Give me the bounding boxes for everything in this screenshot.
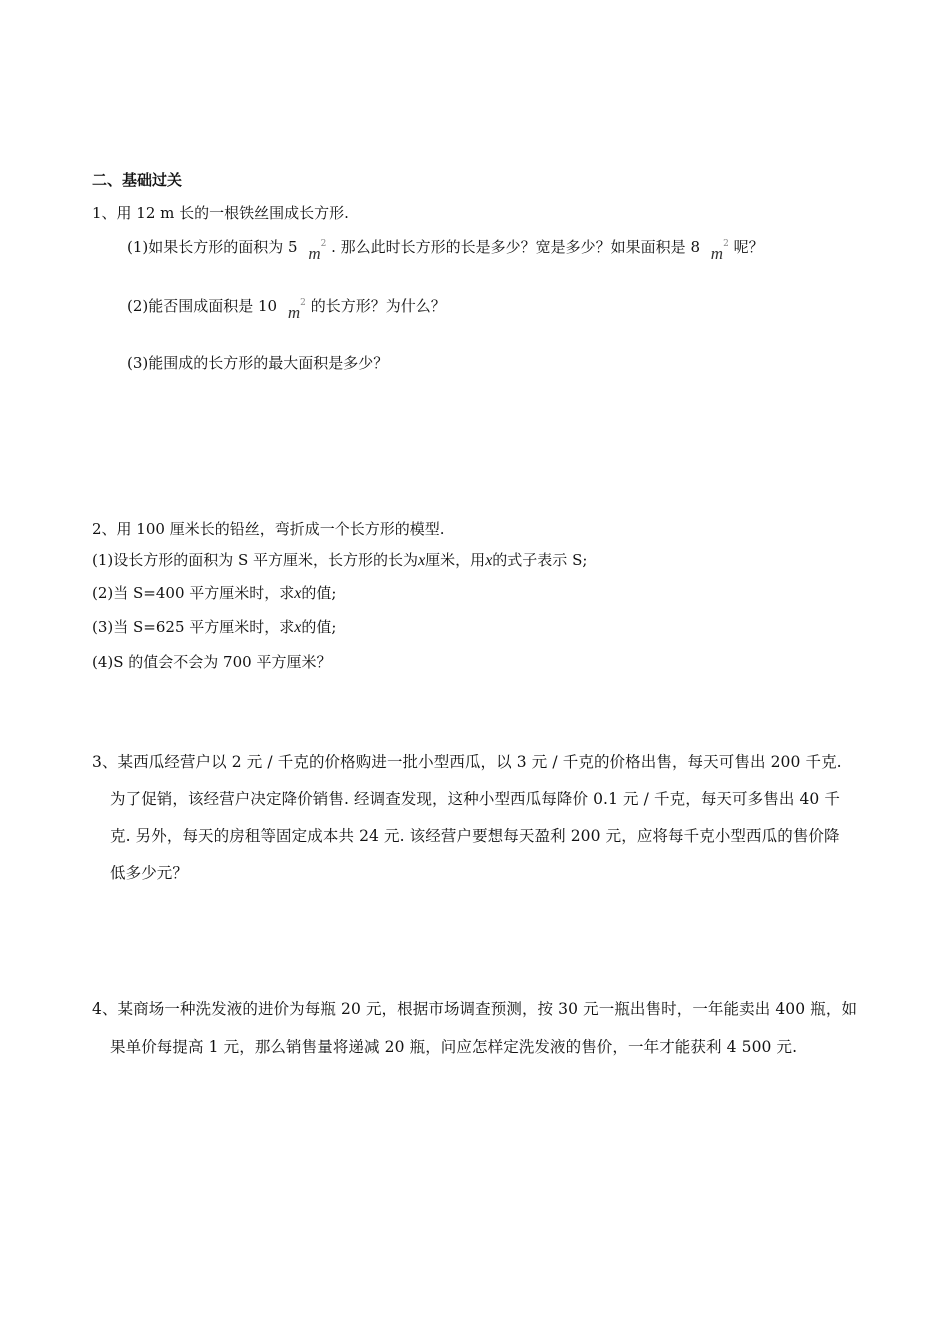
q1-part1-text-b: . 那么此时长方形的长是多少？宽是多少？如果面积是 8 <box>331 238 700 256</box>
q3-line-1: 3、某西瓜经营户以 2 元 / 千克的价格购进一批小型西瓜，以 3 元 / 千克的价格出售，每天可售出 200 千克. <box>92 753 842 771</box>
q2-part1-text-b: 厘米，用 <box>425 551 486 569</box>
unit-m-symbol: m <box>308 244 321 263</box>
q2-stem: 2、用 100 厘米长的铅丝，弯折成一个长方形的模型. <box>92 520 445 538</box>
q1-part2-text-a: (2)能否围成面积是 10 <box>127 297 278 315</box>
q4-line-2: 果单价每提高 1 元，那么销售量将递减 20 瓶，问应怎样定洗发液的售价，一年才能获利 4 500 元. <box>110 1038 798 1056</box>
q1-part1-text-c: 呢？ <box>733 238 764 256</box>
unit-m-symbol: m <box>710 244 724 263</box>
unit-m-symbol: m <box>287 303 301 322</box>
q3-line-4: 低多少元？ <box>110 864 189 882</box>
q2-part1-text-a: (1)设长方形的面积为 S 平方厘米，长方形的长为 <box>92 551 419 569</box>
q2-part2-text-a: (2)当 S=400 平方厘米时，求 <box>92 584 295 602</box>
q2-part1-text-c: 的式子表示 S; <box>492 551 588 569</box>
q1-part3: (3)能围成的长方形的最大面积是多少？ <box>127 354 389 372</box>
q4-line-1: 4、某商场一种洗发液的进价为每瓶 20 元，根据市场调查预测，按 30 元一瓶出售时，一年能卖出 400 瓶，如 <box>92 1000 858 1018</box>
q3-line-3: 克. 另外，每天的房租等固定成本共 24 元. 该经营户要想每天盈利 200 元，应将每千克小型西瓜的售价降 <box>110 827 840 845</box>
unit-exponent: 2 <box>300 298 306 308</box>
q1-part2 <box>127 296 446 322</box>
variable-x: x <box>294 619 302 636</box>
unit-exponent: 2 <box>320 239 327 249</box>
unit-exponent: 2 <box>723 239 729 249</box>
q2-part3 <box>92 617 336 638</box>
section-heading: 二、基础过关 <box>92 171 183 189</box>
q2-part2 <box>92 583 336 604</box>
q2-part2-text-b: 的值; <box>301 584 337 602</box>
q1-part1-text-a: (1)如果长方形的面积为 5 <box>127 238 298 256</box>
q2-part1 <box>92 550 587 571</box>
q1-part1 <box>127 237 764 263</box>
q2-part3-text-b: 的值; <box>301 618 337 636</box>
variable-x: x <box>485 552 493 569</box>
q1-part2-text-b: 的长方形？为什么？ <box>310 297 446 315</box>
q1-stem: 1、用 12 m 长的一根铁丝围成长方形. <box>92 204 349 222</box>
variable-x: x <box>294 585 302 602</box>
q3-line-2: 为了促销，该经营户决定降价销售. 经调查发现，这种小型西瓜每降价 0.1 元 / 千克，每天可多售出 40 千 <box>110 790 841 808</box>
variable-x: x <box>418 552 426 569</box>
q2-part3-text-a: (3)当 S=625 平方厘米时，求 <box>92 618 295 636</box>
q2-part4: (4)S 的值会不会为 700 平方厘米？ <box>92 653 332 671</box>
